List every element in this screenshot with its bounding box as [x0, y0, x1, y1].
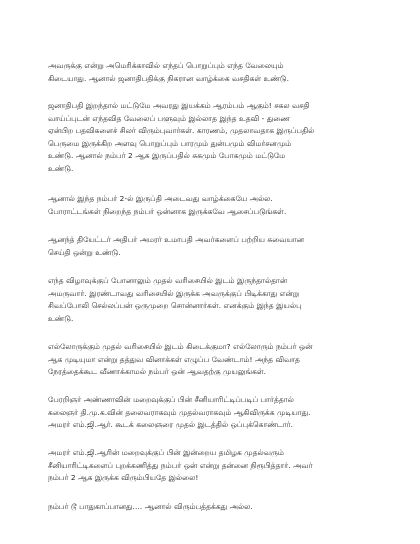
text-line: ஆனால் இந்த நம்பர் 2-ல் இருப்தி அடைவது வாழ்க்கையே அல்ல.	[48, 194, 273, 203]
paragraph-4	[48, 234, 380, 259]
paragraph-8	[48, 447, 380, 485]
text-line: போராட்டங்கள் நிறைந்த நம்பர் ஒன்னாக இருக்கவே ஆசைப்படுங்கள்.	[48, 206, 287, 216]
text-line: ஏன்பிற பதவிகளைச் சிலர் விரும்புவார்கள். காரணம், முதலாவதாக இருப்பதில்	[48, 126, 315, 136]
text-line: உண்டு.	[48, 163, 74, 173]
text-line: சீனியாரிட்டிகளைப் புறக்கணித்து நம்பர் ஒன் என்று தன்னை நிரூபித்தார். அவர்	[48, 460, 313, 470]
text-line: ஜனாதிபதி இறந்தால் மட்டுமே அவரது இயக்கம் ஆரம்பம் ஆகும்! சகல வசதி	[48, 101, 310, 110]
text-line: எந்த விழாவுக்குப் போனாலும் முதல் வரிசையில் இடம் இருந்தால்தான்	[48, 276, 288, 285]
text-line: ஆனந்த் தியேட்டர் அதிபர் அமரர் உமாபதி அவர்களைப் பற்றிய சுவையான	[48, 235, 305, 244]
text-line: அமரர் எம்.ஜி.ஆரின் மறைவுக்குப் பின் இன்றைய தமிழக முதல்வரும்	[48, 448, 284, 457]
text-line: அமருவார். இரண்டாவது வரிசையில் இருக்க அவருக்குப் பிடிக்காது என்று	[48, 288, 300, 298]
text-line: அமரர் எம்.ஜி.ஆர். கூடக் கலைஞரை முதல் இடத்தில் ஒப்புக்கொண்டார்.	[48, 420, 294, 430]
text-line: கலைஞர் தி.மு.க.வின் தலைவராகவும் முதல்வராகவும் ஆகிவிருக்க முடியாது.	[48, 407, 311, 417]
text-line: உண்டு. ஆனால் நம்பர் 2 ஆக இருப்பதில் சுகமும் போகமும் மட்டுமே	[48, 151, 286, 161]
paragraph-3	[48, 193, 380, 218]
text-line: கிடையாது. ஆனால் ஜனாதிபதிக்கு நிகரான வாழ்க்கை வசதிகள் உண்டு.	[48, 73, 290, 83]
text-line: நேரத்தைக்கூட வீணாக்காமல் நம்பர் ஒன் ஆவதற்கு முயலுங்கள்.	[48, 367, 267, 377]
paragraph-9	[48, 501, 380, 514]
text-line: எல்லோருக்கும் முதல் வரிசையில் இடம் கிடைக்குமா? எல்லோரும் நம்பர் ஒன்	[48, 342, 313, 351]
text-line: அவருக்கு என்று அமெரிக்காவில் எந்தப் பொறுப்பும் எந்த வேலையும்	[48, 61, 284, 70]
paragraph-7	[48, 394, 380, 432]
text-line: நம்பர் டூ பாதுகாப்பானது.... ஆனால் விரும்பத்தக்கது அல்ல.	[48, 502, 253, 511]
text-line: செய்தி ஒன்று உண்டு.	[48, 247, 121, 257]
paragraph-5	[48, 275, 380, 325]
text-line: வாய்ப்புடன் எந்தவித வேலைப் பளுவும் இல்லாத இந்த உதவி - துணை	[48, 113, 290, 123]
text-line: பேரறிஞர் அண்ணாவின் மறைவுக்குப் பின் சீனியாரிட்டிப்படிப் பார்த்தால்	[48, 395, 294, 404]
paragraph-1	[48, 60, 380, 85]
paragraph-2	[48, 100, 380, 176]
paragraph-6	[48, 341, 380, 379]
text-line: பெருமை இருக்கிற அளவு பொறுப்பும் பாரமும் துன்பமும் விமர்சனமும்	[48, 138, 292, 148]
text-line: ஆக முடியுமா என்று தத்துவ வினாக்கள் எழுப்ப வேண்டாம்! அந்த விவாத	[48, 354, 300, 364]
text-line: சிவப்போலி செல்லப்பன் ஒருமுறை சொன்னார்கள். எனக்கும் இந்த இயல்பு	[48, 301, 302, 311]
text-line: உண்டு.	[48, 313, 74, 323]
text-line: நம்பர் 2 ஆக இருக்க விரும்பியதே இல்லை!	[48, 473, 199, 483]
